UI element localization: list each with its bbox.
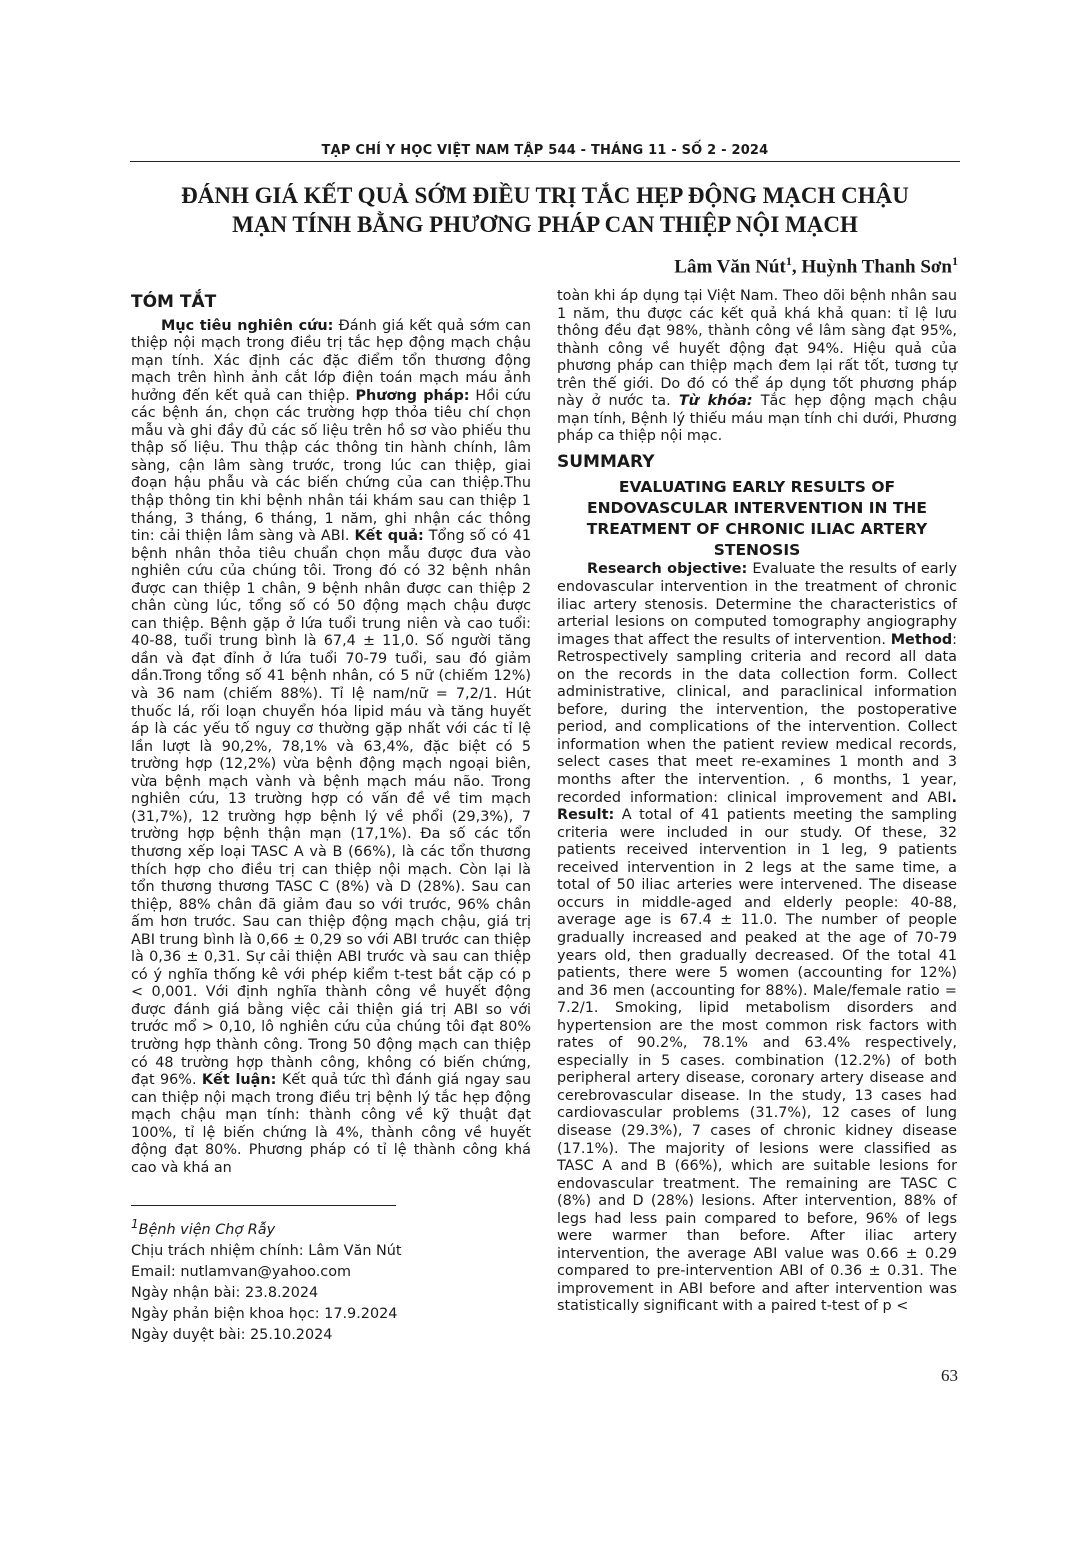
en-objective-text: Evaluate the results of early endovascular intervention in the treatment of chronic iliac artery stenosis. Determine the characteristics of arterial lesions on computed tomography angiography images that affect the results of intervention. (557, 561, 957, 648)
vn-keywords-text: Tắc hẹp động mạch chậu mạn tính, Bệnh lý thiếu máu mạn tính chi dưới, Phương pháp ca thiệp nội mạc. (557, 393, 957, 445)
en-method-text: : Retrospectively sampling criteria and record all data on the records in the data collection form. Collect administrative, clinical, and paraclinical information before, during the intervention, the postoperative period, and complications of the intervention. Collect information when the patient review medical records, select cases that meet re-examines 1 month and 3 months after the intervention. , 6 months, 1 year, recorded information: clinical improvement and ABI (557, 631, 957, 806)
author-separator: , (791, 256, 802, 278)
vn-keywords-label: Từ khóa: (678, 393, 753, 410)
page-number: 63 (941, 1366, 958, 1385)
author-2-affiliation-mark: 1 (952, 254, 958, 268)
vn-result-label: Kết quả: (354, 528, 424, 545)
vn-conclusion-text: Kết quả tức thì đánh giá ngay sau can thiệp nội mạch trong điều trị bệnh lý tắc hẹp động mạch chậu mạn tính: thành công về kỹ thuật đạt 100%, tỉ lệ biến chứng là 4%, thành công về huyết động đạt 80%. Phương pháp có tỉ lệ thành công khá cao và khá an (131, 1072, 531, 1176)
vn-objective-text: Đánh giá kết quả sớm can thiệp nội mạch trong điều trị tắc hẹp động mạch chậu mạn tính. Xác định các đặc điểm tổn thương động mạch trên hình ảnh cắt lớp điện toán mạch máu ảnh hưởng đến kết quả can thiệp. (131, 317, 531, 404)
en-result-text: A total of 41 patients meeting the sampling criteria were included in our study. Of these, 32 patients received intervention in 1 leg, 9 patients received intervention in 2 legs at the same time, a total of 50 iliac arteries were intervened. The disease occurs in middle-aged and elderly people: 40-88, average age is 67.4 ± 11.0. The number of people gradually increased and peaked at the age of 70-79 years old, then gradually decreased. Of the total 41 patients, there were 5 women (accounting for 12%) and 36 men (accounting for 88%). Male/female ratio = 7.2/1. Smoking, lipid metabolism disorders and hypertension are the most common risk factors with rates of 90.2%, 78.1% and 63.4% respectively, especially in 5 cases. combination (12.2%) of both peripheral artery disease, coronary artery disease and cerebrovascular disease. In the study, 13 cases had cardiovascular problems (31.7%), 12 cases of lung disease (29.3%), 7 cases of chronic kidney disease (17.1%). The majority of lesions were classified as TASC A and B (66%), which are suitable lesions for endovascular treatment. The remaining are TASC C (8%) and D (28%) lesions. After intervention, 88% of legs had less pain compared to before, 96% of legs were warmer than before. After iliac artery intervention, the average ABI value was 0.66 ± 0.29 compared to pre-intervention ABI of 0.36 ± 0.31. The improvement in ABI before and after intervention was statistically significant with a paired t-test of p < (557, 807, 957, 1315)
vn-conclusion-label: Kết luận: (201, 1072, 277, 1089)
left-column (131, 288, 531, 1346)
corresponding-author: Chịu trách nhiệm chính: Lâm Văn Nút (131, 1243, 402, 1260)
date-reviewed: Ngày phản biện khoa học: 17.9.2024 (131, 1306, 398, 1323)
date-received: Ngày nhận bài: 23.8.2024 (131, 1285, 319, 1302)
en-abstract-body (557, 561, 957, 1316)
title-line-2: MẠN TÍNH BẰNG PHƯƠNG PHÁP CAN THIỆP NỘI MẠCH (232, 212, 858, 237)
email: Email: nutlamvan@yahoo.com (131, 1264, 352, 1281)
right-column (557, 288, 957, 1316)
date-accepted: Ngày duyệt bài: 25.10.2024 (131, 1327, 333, 1344)
vn-conclusion-continued: toàn khi áp dụng tại Việt Nam. Theo dõi bệnh nhân sau 1 năm, thu được các kết quả khá khả quan: tỉ lệ lưu thông đều đạt 98%, thành công về lâm sàng đạt 95%, thành công về huyết động đạt 94%. Hiệu quả của phương pháp can thiệp mạch đem lại rất tốt, tương tự trên thế giới. Do đó có thể áp dụng tốt phương pháp này ở nước ta. (557, 288, 957, 410)
en-objective-label: Research objective: (587, 561, 748, 578)
vn-abstract-body (131, 318, 531, 1178)
vn-result-text: Tổng số có 41 bệnh nhân thỏa tiêu chuẩn chọn mẫu được đưa vào nghiên cứu của chúng tôi. Trong đó có 32 bệnh nhân được can thiệp 1 chân, 9 bệnh nhân được can thiệp 2 chân cùng lúc, tổng số có 50 động mạch chậu được can thiệp. Bệnh gặp ở lứa tuổi trung niên và cao tuổi: 40-88, tuổi trung bình là 67,4 ± 11,0. Số người tăng dần và đạt đỉnh ở lứa tuổi 70-79 tuổi, sau đó giảm dần.Trong tổng số 41 bệnh nhân, có 5 nữ (chiếm 12%) và 36 nam (chiếm 88%). Tỉ lệ nam/nữ = 7,2/1. Hút thuốc lá, rối loạn chuyển hóa lipid máu và tăng huyết áp là các yếu tố nguy cơ thường gặp nhất với các tỉ lệ lần lượt là 90,2%, 78,1% và 63,4%, đặc biệt có 5 trường hợp (12,2%) vừa bệnh động mạch ngoại biên, vừa bệnh mạch vành và bệnh mạch máu não. Trong nghiên cứu, 13 trường hợp có vấn đề về tim mạch (31,7%), 12 trường hợp bệnh lý về phổi (29,3%), 7 trường hợp bệnh thận mạn (17,1%). Đa số các tổn thương xếp loại TASC A và B (66%), là các tổn thương thích hợp cho điều trị can thiệp nội mạch. Còn lại là tổn thương thương TASC C (8%) và D (28%). Sau can thiệp, 88% chân đã giảm đau so với trước, 96% chân ấm hơn trước. Sau can thiệp động mạch chậu, giá trị ABI trung bình là 0,66 ± 0,29 so với ABI trước can thiệp là 0,36 ± 0,31. Sự cải thiện ABI trước và sau can thiệp có ý nghĩa thống kê với phép kiểm t-test bắt cặp có p < 0,001. Với định nghĩa thành công về huyết động được đánh giá bằng việc cải thiện giá trị ABI so với trước mổ > 0,10, lô nghiên cứu của chúng tôi đạt 80% trường hợp thành công. Trong 50 động mạch can thiệp có 48 trường hợp thành công, không có biến chứng, đạt 96%. (131, 528, 532, 1089)
vn-method-text: Hồi cứu các bệnh án, chọn các trường hợp thỏa tiêu chí chọn mẫu và ghi đầy đủ các số liệu trên hồ sơ vào phiếu thu thập số liệu. Thu thập các thông tin hành chính, lâm sàng, cận lâm sàng trước, trong lúc can thiệp, giai đoạn hậu phẫu và các biến chứng của can thiệp.Thu thập thông tin khi bệnh nhân tái khám sau can thiệp 1 tháng, 3 tháng, 6 tháng, 1 năm, ghi nhận các thông tin: cải thiện lâm sàng và ABI. (131, 387, 532, 545)
author-1: Lâm Văn Nút (674, 256, 786, 278)
vn-objective-label: Mục tiêu nghiên cứu: (161, 317, 334, 334)
author-list (674, 254, 958, 278)
affiliation (131, 1214, 531, 1241)
footnotes (131, 1214, 531, 1346)
en-method-label: Method (890, 631, 953, 648)
header-divider (130, 161, 960, 162)
en-result-label: . Result: (557, 789, 957, 824)
author-2: Huỳnh Thanh Sơn (801, 256, 952, 278)
footnote-divider (131, 1205, 396, 1206)
affiliation-mark: 1 (131, 1217, 139, 1232)
vn-abstract-heading: TÓM TẮT (131, 292, 217, 312)
affiliation-name: Bệnh viện Chợ Rẫy (138, 1222, 276, 1239)
vn-abstract-continuation (557, 288, 957, 446)
article-title (130, 181, 960, 239)
en-article-title: EVALUATING EARLY RESULTS OF ENDOVASCULAR INTERVENTION IN THE TREATMENT OF CHRONIC ILIAC ARTERY STENOSIS (586, 478, 928, 560)
author-1-affiliation-mark: 1 (785, 254, 792, 268)
en-abstract-heading: SUMMARY (557, 451, 655, 472)
vn-method-label: Phương pháp: (355, 387, 470, 404)
journal-header: TẠP CHÍ Y HỌC VIỆT NAM TẬP 544 - THÁNG 11 - SỐ 2 - 2024 (321, 143, 769, 158)
title-line-1: ĐÁNH GIÁ KẾT QUẢ SỚM ĐIỀU TRỊ TẮC HẸP ĐỘNG MẠCH CHẬU (181, 183, 909, 208)
